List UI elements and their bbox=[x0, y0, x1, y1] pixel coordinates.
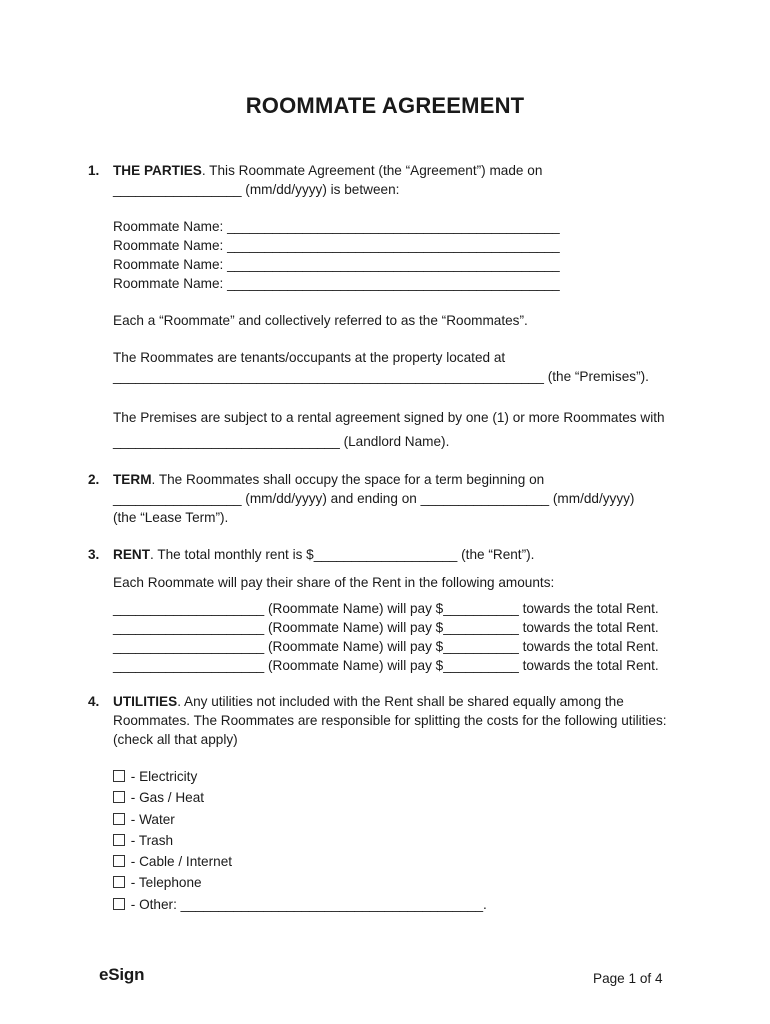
checkbox[interactable] bbox=[113, 855, 125, 867]
section-number: 4. bbox=[88, 694, 100, 709]
section-text: . The Roommates shall occupy the space for a term beginning on bbox=[151, 472, 545, 487]
term-dates-line: _________________ (mm/dd/yyyy) and ending on _________________ (mm/dd/yyyy) bbox=[113, 491, 635, 506]
roommate-name-line: Roommate Name: ____________________________________________ bbox=[113, 238, 560, 253]
page-number: Page 1 of 4 bbox=[593, 971, 663, 986]
utility-label: - Cable / Internet bbox=[127, 854, 233, 870]
utility-option-trash[interactable] bbox=[113, 830, 688, 851]
utility-option-gas-heat[interactable] bbox=[113, 787, 688, 808]
utility-option-telephone[interactable] bbox=[113, 872, 688, 893]
utility-option-water[interactable] bbox=[113, 809, 688, 830]
utility-option-other[interactable] bbox=[113, 894, 688, 915]
document-title: ROOMMATE AGREEMENT bbox=[245, 93, 525, 118]
lease-term-definition: (the “Lease Term”). bbox=[113, 510, 229, 525]
checkbox[interactable] bbox=[113, 813, 125, 825]
section-text: . This Roommate Agreement (the “Agreement”) made on bbox=[201, 163, 543, 178]
section-number: 1. bbox=[88, 163, 100, 178]
landlord-name-line: ______________________________ (Landlord Name). bbox=[113, 434, 450, 449]
section-text: . Any utilities not included with the Rent shall be shared equally among the bbox=[177, 694, 624, 709]
checkbox[interactable] bbox=[113, 791, 125, 803]
checkbox[interactable] bbox=[113, 770, 125, 782]
utility-label: - Other: ________________________________________. bbox=[127, 896, 487, 912]
premises-text: The Roommates are tenants/occupants at the property located at bbox=[113, 350, 506, 365]
section-heading: UTILITIES bbox=[113, 694, 178, 709]
section-heading: TERM bbox=[113, 472, 152, 487]
utilities-instruction: (check all that apply) bbox=[113, 732, 238, 747]
section-term bbox=[88, 470, 688, 527]
section-number: 3. bbox=[88, 547, 100, 562]
utility-label: - Water bbox=[127, 811, 175, 827]
checkbox[interactable] bbox=[113, 898, 125, 910]
utilities-text: Roommates. The Roommates are responsible for splitting the costs for the following utilities: bbox=[113, 713, 667, 728]
rent-share-line: ____________________ (Roommate Name) will pay $__________ towards the total Rent. bbox=[113, 658, 659, 673]
rent-share-intro: Each Roommate will pay their share of the Rent in the following amounts: bbox=[113, 575, 555, 590]
rent-share-line: ____________________ (Roommate Name) will pay $__________ towards the total Rent. bbox=[113, 620, 659, 635]
checkbox[interactable] bbox=[113, 834, 125, 846]
roommate-name-line: Roommate Name: ____________________________________________ bbox=[113, 257, 560, 272]
roommate-name-line: Roommate Name: ____________________________________________ bbox=[113, 219, 560, 234]
esign-logo: eSign bbox=[99, 965, 145, 984]
roommate-name-line: Roommate Name: ____________________________________________ bbox=[113, 276, 560, 291]
section-heading: RENT bbox=[113, 547, 151, 562]
rental-agreement-text: The Premises are subject to a rental agreement signed by one (1) or more Roommates with bbox=[113, 410, 665, 425]
rent-share-line: ____________________ (Roommate Name) will pay $__________ towards the total Rent. bbox=[113, 639, 659, 654]
utility-label: - Gas / Heat bbox=[127, 790, 205, 806]
premises-address-line: _________________________________________________________ (the “Premises”). bbox=[113, 369, 649, 384]
section-text: . The total monthly rent is $___________________ (the “Rent”). bbox=[150, 547, 535, 562]
rent-share-line: ____________________ (Roommate Name) will pay $__________ towards the total Rent. bbox=[113, 601, 659, 616]
roommates-definition: Each a “Roommate” and collectively referred to as the “Roommates”. bbox=[113, 313, 528, 328]
checkbox[interactable] bbox=[113, 876, 125, 888]
agreement-date-line: _________________ (mm/dd/yyyy) is between: bbox=[113, 182, 400, 197]
utilities-checklist bbox=[113, 766, 688, 915]
section-number: 2. bbox=[88, 472, 100, 487]
utility-label: - Electricity bbox=[127, 769, 198, 784]
utility-label: - Telephone bbox=[127, 875, 202, 891]
utility-option-cable-internet[interactable] bbox=[113, 851, 688, 872]
section-parties bbox=[88, 161, 688, 451]
section-utilities bbox=[88, 692, 688, 915]
section-heading: THE PARTIES bbox=[113, 163, 202, 178]
utility-option-electricity[interactable] bbox=[113, 766, 688, 787]
utility-label: - Trash bbox=[127, 832, 174, 848]
section-rent bbox=[88, 545, 688, 675]
